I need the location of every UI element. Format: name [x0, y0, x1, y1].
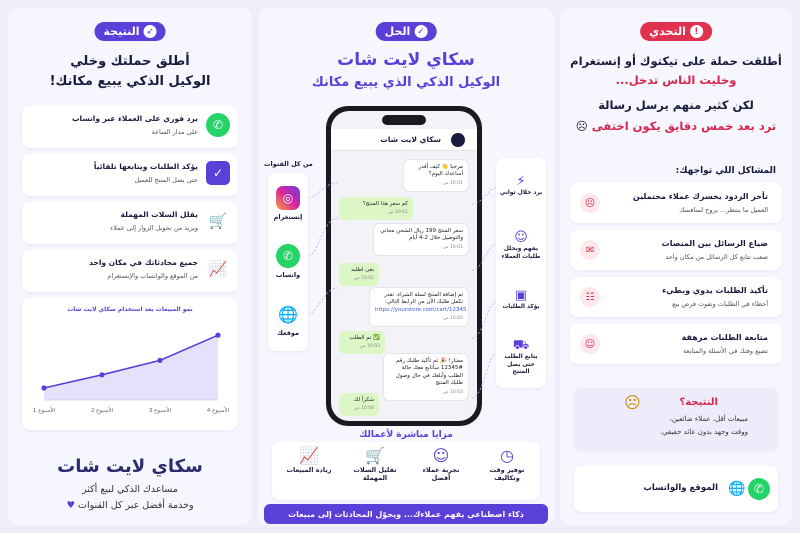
globe-icon: 🌐: [728, 481, 746, 497]
challenge-line4-wrap: [560, 119, 792, 133]
result-panel: [8, 8, 252, 525]
clipboard-icon: ☷: [580, 287, 600, 307]
frown-icon: ☹: [624, 393, 641, 412]
feature-understand: ☺ يفهم ويحلل طلبات العملاء: [498, 230, 544, 261]
result-title1: أطلق حملتك وخلي: [70, 54, 190, 69]
chart-icon: 📈: [299, 446, 319, 465]
challenge-badge: ! التحدي: [640, 22, 712, 41]
chat-message: سعر المنتج 199 ريال الشحن مجاني والتوصيل خلال 2-4 أيام 10:01 ص: [373, 223, 469, 256]
challenge-line3: لكن كثير منهم يرسل رسالة: [598, 98, 754, 112]
footer-channels-label: الموقع والواتساب: [643, 483, 718, 493]
chat-message: شكراً لك 10:04 ص: [339, 393, 379, 416]
solution-panel: [258, 8, 554, 525]
phone-notch: [382, 115, 426, 125]
channel-website[interactable]: 🌐 موقعك: [270, 302, 306, 337]
cart-link[interactable]: https://yourstore.com/cart/12345: [375, 306, 467, 313]
chart-point: [215, 333, 220, 338]
whatsapp-icon: ✆: [276, 244, 300, 268]
feature-confirm: ▣ يؤكد الطلبات: [498, 288, 544, 312]
chat-message: كم سعر هذا المنتج؟ 10:01 ص: [339, 197, 413, 220]
sad-face-icon: ☹: [575, 119, 588, 133]
chart-tick-label: الأسبوع 1: [32, 408, 56, 414]
channel-instagram[interactable]: ◎ إنستغرام: [270, 186, 306, 221]
cart-icon: 🛒: [365, 446, 385, 465]
problem-title: تأخر الردود يخسرك عملاء محتملين: [632, 192, 768, 201]
phone-header: [331, 129, 477, 151]
problems-title: المشاكل اللي تواجهك:: [675, 166, 776, 176]
advantages-title: مزايا مباشرة لأعمالك: [359, 430, 453, 440]
problem-card-4: [570, 324, 782, 364]
result-box-title: النتيجة؟: [679, 397, 718, 408]
problem-title: ضياع الرسائل بين المنصات: [661, 239, 768, 248]
advantage-carts: 🛒 تقليل السلات المهملة: [350, 446, 400, 483]
result-item-4: جميع محادثاتك في مكان واحد من الموقع والواتساب والإنستغرام 📈: [22, 250, 238, 292]
result-box-line1: مبيعات أقل، عملاء ضائعين،: [669, 415, 748, 423]
chart-point: [99, 372, 104, 377]
smile-icon: ☺: [432, 446, 450, 465]
result-box-line2: ووقت وجهد بدون عائد حقيقي.: [659, 428, 748, 436]
chart-icon: 📈: [208, 260, 228, 278]
result-title2: الوكيل الذكي يبيع مكانك!: [49, 74, 211, 89]
bag-icon: ▣: [514, 288, 528, 303]
feature-track: ⛟ يتابع الطلب حتى يصل المنتج: [498, 338, 544, 377]
problem-card-1: [570, 183, 782, 223]
chart-tick-label: الأسبوع 4: [206, 408, 230, 414]
problem-sub: أخطاء في الطلبات وتفوت فرص بيع: [672, 300, 768, 308]
solution-subtitle: الوكيل الذكي الذي يبيع مكانك: [311, 75, 501, 90]
whatsapp-icon: ✆: [748, 478, 770, 500]
bolt-icon: ⚡: [516, 174, 526, 189]
chart-tick-label: الأسبوع 2: [90, 408, 114, 414]
growth-chart: [22, 318, 238, 428]
clock-icon: ◷: [500, 446, 514, 465]
challenge-panel: [560, 8, 792, 525]
check-square-icon: ✓: [206, 161, 230, 185]
advantage-save-time: ◷ توفير وقت وتكاليف: [482, 446, 532, 483]
channel-whatsapp[interactable]: ✆ واتساب: [270, 244, 306, 279]
feature-fast-reply: ⚡ يرد خلال ثواني: [499, 174, 543, 196]
problem-card-3: [570, 277, 782, 317]
user-x-icon: ☹: [580, 193, 600, 213]
advantage-sales: 📈 زيادة المبيعات: [284, 446, 334, 474]
whatsapp-icon: ✆: [206, 113, 230, 137]
problem-title: تأكيد الطلبات يدوي وبطيء: [662, 286, 768, 295]
growth-chart-card: [22, 298, 238, 430]
message-x-icon: ✉: [580, 240, 600, 260]
challenge-line2: وخليت الناس تدخل...: [615, 73, 737, 87]
problem-title: متابعة الطلبات مرهقة: [681, 333, 768, 342]
heart-icon: ♥: [66, 500, 75, 511]
result-item-2: يؤكد الطلبات ويتابعها تلقائياً حتى يصل المنتج للعميل ✓: [22, 154, 238, 196]
chat-message: مرحبا 👋 كيف أقدر أساعدك اليوم؟ 10:01 ص: [403, 159, 469, 192]
truck-icon: ⛟: [512, 338, 530, 353]
chat-message: ممتاز! 🎉 تم تأكيد طلبك رقم #12345 سأتابع معك حالة الطلب وأبلغك في حال وصول طلبك المنتج 10:03 ص: [383, 353, 469, 401]
bot-avatar: [451, 133, 465, 147]
footer-channels: [574, 466, 778, 512]
solution-badge: ✓ الحل: [376, 22, 437, 41]
chart-title: نمو المبيعات بعد استخدام سكاي لايت شات: [67, 306, 193, 313]
cart-icon: 🛒: [208, 212, 228, 230]
challenge-line1: أطلقت حملة على تيكتوك أو إنستغرام: [570, 54, 782, 68]
channels-title: من كل القنوات: [264, 160, 313, 168]
problem-sub: العميل ما ينتظر... يروح لمنافسك: [679, 206, 768, 214]
challenge-line4: ترد بعد خمس دقايق يكون اختفى: [591, 119, 777, 133]
problem-card-2: [570, 230, 782, 270]
tired-person-icon: ☺: [580, 334, 600, 354]
result-item-1: يرد فوري على العملاء عبر واتساب على مدار الساعة ✆: [22, 106, 238, 148]
chart-point: [157, 358, 162, 363]
chat-icon: ☺: [514, 230, 528, 245]
advantage-experience: ☺ تجربة عملاء أفضل: [416, 446, 466, 483]
chart-tick-label: الأسبوع 3: [148, 408, 172, 414]
chat-message: بغى اطلبه 10:02 ص: [339, 263, 379, 286]
rocket-icon: ➶: [143, 25, 156, 38]
chart-point: [41, 385, 46, 390]
problem-sub: تضيع وقتك في الأسئلة والمتابعة: [683, 347, 768, 355]
result-box: [574, 388, 778, 450]
chat-message: ✅ تم الطلب 10:03 ص: [339, 331, 385, 354]
instagram-icon: ◎: [276, 186, 300, 210]
tagline2: وخدمة أفضل عبر كل القنوات: [78, 500, 194, 511]
tagline1: مساعدك الذكي لبيع أكثر: [82, 484, 178, 495]
problem-sub: صعب تتابع كل الرسائل من مكان واحد: [665, 253, 768, 261]
alert-icon: !: [690, 25, 703, 38]
result-badge: ➶ النتيجة: [95, 22, 166, 41]
chat-message: تم إضافة المنتج لسلة الشراء. تقدر تكمل طلبك الآن من الرابط التالي: https://yourstore.com/cart/12345 10:02 ص: [369, 287, 469, 327]
phone-mockup: [326, 106, 482, 426]
tagline2-wrap: [8, 500, 252, 511]
brand-name: سكاي لايت شات: [57, 456, 203, 477]
globe-icon: 🌐: [276, 302, 300, 326]
solution-banner: ذكاء اصطناعي يفهم عملاءك... ويحوّل المحادثات إلى مبيعات: [264, 504, 548, 524]
check-circle-icon: ✓: [414, 25, 427, 38]
phone-title: سكاي لايت شات: [380, 135, 441, 144]
result-item-3: يقلل السلات المهملة ويزيد من تحويل الزوار إلى عملاء 🛒: [22, 202, 238, 244]
solution-title: سكاي لايت شات: [337, 50, 475, 70]
